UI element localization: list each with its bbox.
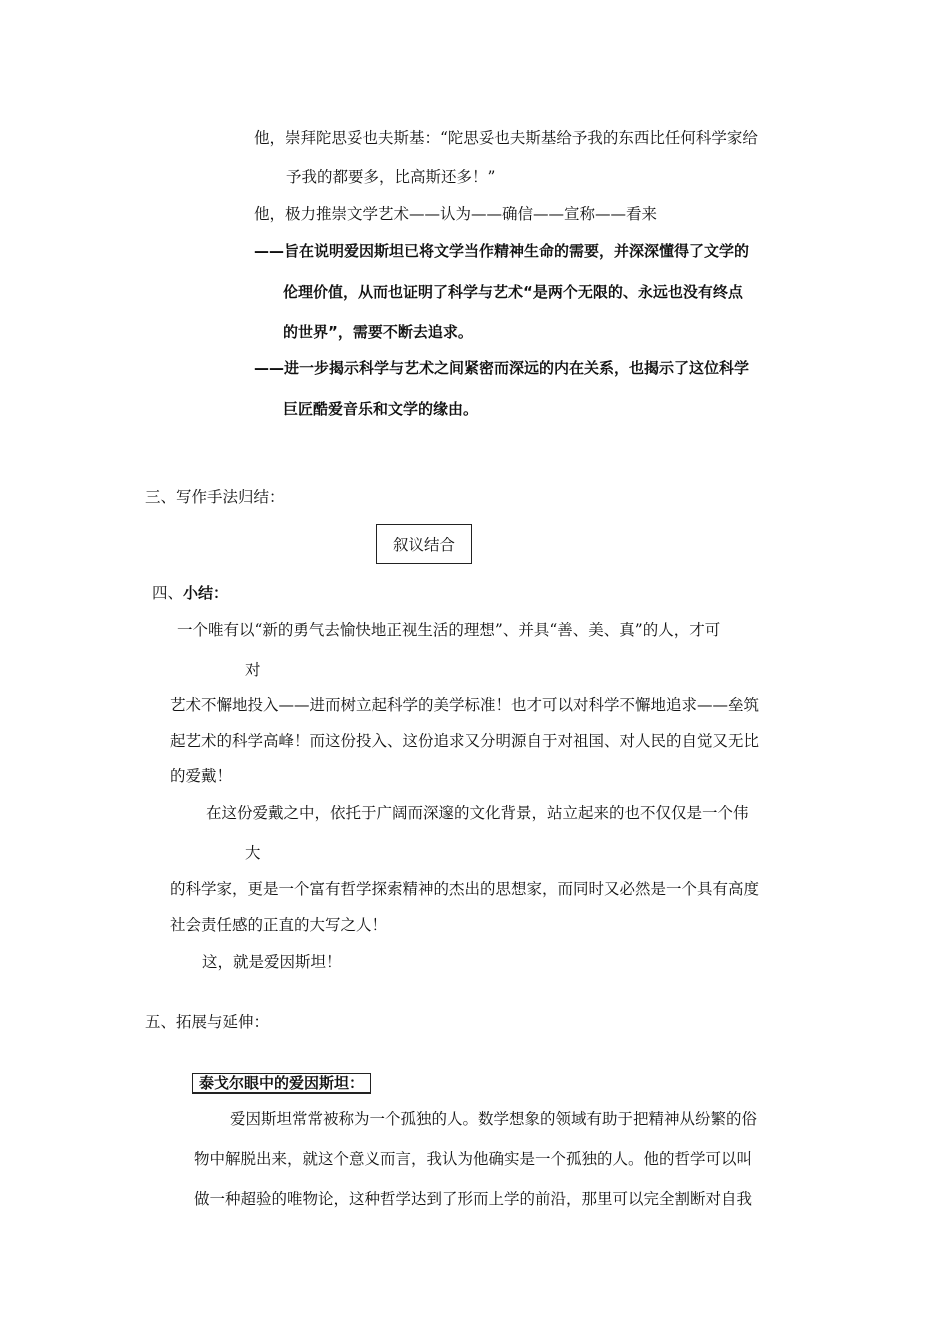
- extension-p-line-1: 爱因斯坦常常被称为一个孤独的人。数学想象的领域有助于把精神从纷繁的俗: [230, 1110, 758, 1128]
- summary-p2-line-1: 在这份爱戴之中，依托于广阔而深邃的文化背景，站立起来的也不仅仅是一个伟: [206, 804, 749, 822]
- bold-point-1-line-2: 伦理价值，从而也证明了科学与艺术“是两个无限的、永远也没有终点: [283, 283, 743, 301]
- extension-p-line-2: 物中解脱出来，就这个意义而言，我认为他确实是一个孤独的人。他的哲学可以叫: [194, 1150, 753, 1168]
- section-four-heading-prefix: 四、: [152, 584, 184, 602]
- summary-p1-line-3: 艺术不懈地投入——进而树立起科学的美学标准！也才可以对科学不懈地追求——垒筑: [170, 696, 760, 714]
- section-four-heading: [152, 583, 228, 603]
- quote-line-1: 他，崇拜陀思妥也夫斯基：“陀思妥也夫斯基给予我的东西比任何科学家给: [254, 129, 758, 147]
- literature-line: 他，极力推崇文学艺术——认为——确信——宣称——看来: [254, 205, 658, 223]
- technique-box: [376, 524, 472, 564]
- bold-point-1-line-1: ——旨在说明爱因斯坦已将文学当作精神生命的需要，并深深懂得了文学的: [254, 242, 750, 260]
- tagore-title: 泰戈尔眼中的爱因斯坦：: [199, 1074, 365, 1092]
- extension-p-line-3: 做一种超验的唯物论，这种哲学达到了形而上学的前沿，那里可以完全割断对自我: [194, 1190, 753, 1208]
- summary-p2-line-3: 的科学家，更是一个富有哲学探索精神的杰出的思想家，而同时又必然是一个具有高度: [170, 880, 760, 898]
- section-four-heading-bold: 小结：: [183, 584, 229, 602]
- summary-p1-line-4: 起艺术的科学高峰！而这份投入、这份追求又分明源自于对祖国、对人民的自觉又无比: [170, 732, 760, 750]
- summary-p2-line-4: 社会责任感的正直的大写之人！: [170, 916, 388, 934]
- bold-point-1-line-3: 的世界”，需要不断去追求。: [283, 323, 473, 341]
- quote-line-2: 予我的都要多，比高斯还多！”: [286, 168, 496, 186]
- section-five-heading: 五、拓展与延伸：: [145, 1013, 270, 1031]
- summary-p2-line-2: 大: [245, 844, 261, 862]
- tagore-title-box: [192, 1073, 371, 1094]
- bold-point-2-line-2: 巨匠酷爱音乐和文学的缘由。: [283, 400, 479, 418]
- section-three-heading: 三、写作手法归结：: [145, 488, 285, 506]
- bold-point-2-line-1: ——进一步揭示科学与艺术之间紧密而深远的内在关系，也揭示了这位科学: [254, 359, 750, 377]
- technique-box-label: 叙议结合: [392, 536, 455, 554]
- summary-p1-line-1: 一个唯有以“新的勇气去愉快地正视生活的理想”、并具“善、美、真”的人，才可: [177, 621, 721, 639]
- summary-p1-line-5: 的爱戴！: [170, 767, 233, 785]
- summary-p3: 这，就是爱因斯坦！: [202, 953, 342, 971]
- summary-p1-line-2: 对: [245, 661, 261, 679]
